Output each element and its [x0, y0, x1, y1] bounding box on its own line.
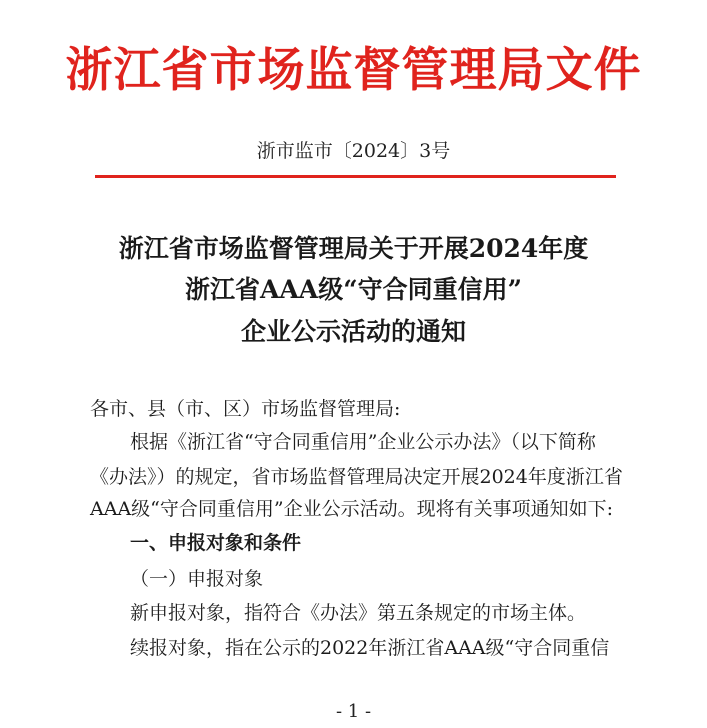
document-number: 浙市监市〔2024〕3号	[256, 140, 451, 162]
notice-title-line-2: 浙江省AAA级“守合同重信用”	[185, 275, 522, 304]
paragraph-3: 续报对象，指在公示的2022年浙江省AAA级“守合同重信	[130, 637, 610, 659]
notice-title-line-3: 企业公示活动的通知	[240, 317, 466, 346]
subsection-heading: （一）申报对象	[130, 568, 264, 590]
section-heading: 一、申报对象和条件	[130, 532, 302, 554]
salutation: 各市、县（市、区）市场监督管理局:	[90, 398, 401, 420]
paragraph-1-line-3: AAA级“守合同重信用”企业公示活动。现将有关事项通知如下:	[90, 498, 613, 520]
notice-title-line-1: 浙江省市场监督管理局关于开展2024年度	[118, 234, 589, 263]
page-number: - 1 -	[335, 701, 372, 722]
paragraph-1-line-2: 《办法》）的规定，省市场监督管理局决定开展2024年度浙江省	[90, 466, 623, 488]
paragraph-2: 新申报对象，指符合《办法》第五条规定的市场主体。	[130, 602, 587, 624]
red-divider	[95, 175, 616, 178]
paragraph-1-line-1: 根据《浙江省“守合同重信用”企业公示办法》（以下简称	[130, 431, 596, 453]
masthead-title: 浙江省市场监督管理局文件	[65, 43, 642, 98]
